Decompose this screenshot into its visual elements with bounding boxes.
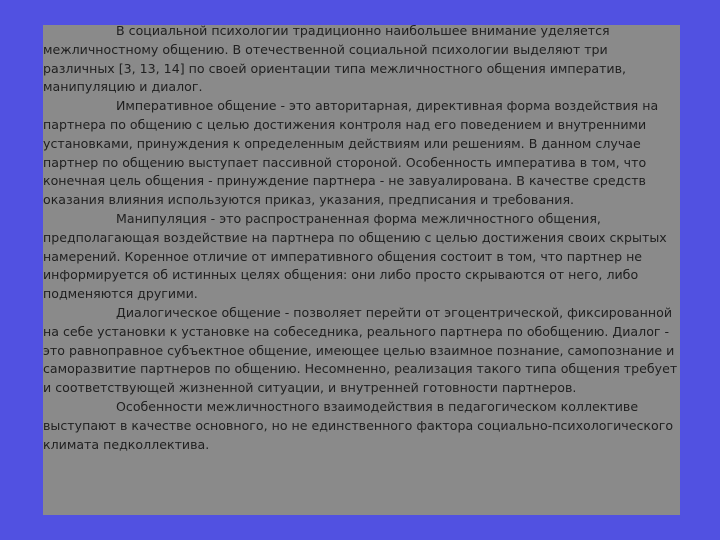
paragraph-collective: Особенности межличностного взаимодействия в педагогическом коллективе выступают в качестве основного, но не единственного фактора социально-психологического климата педколлектива. (43, 398, 674, 452)
paragraph-intro: В социальной психологии традиционно наибольшее внимание уделяется межличностному общению. В отечественной социальной психологии выделяют три различных [3, 13, 14] по своей ориентации типа межличностного общения императив, манипуляцию и диалог. (43, 23, 627, 95)
paragraph-dialogue: Диалогическое общение - позволяет перейти от эгоцентрической, фиксированной на себе установки к установке на собеседника, реального партнера по обобщению. Диалог - это равноправное субъектное общение, имеющее целью взаимное познание, самопознание и саморазвитие партнеров по общению. Несомненно, реализация такого типа общения требует и соответствующей жизненной ситуации, и внутренней готовности партнеров. (43, 304, 678, 396)
body-text (43, 22, 683, 454)
paragraph-imperative: Императивное общение - это авторитарная, директивная форма воздействия на партнера по общению с целью достижения контроля над его поведением и внутренними установками, принуждения к определенным действиям или решениям. В данном случае партнер по общению выступает пассивной стороной. Особенность императива в том, что конечная цель общения - принуждение партнера - не завуалирована. В качестве средств оказания влияния используются приказ, указания, предписания и требования. (43, 98, 659, 208)
paragraph-manipulation: Манипуляция - это распространенная форма межличностного общения, предполагающая воздействие на партнера по общению с целью достижения своих скрытых намерений. Коренное отличие от императивного общения состоит в том, что партнер не информируется об истинных целях общения: они либо просто скрываются от него, либо подменяются другими. (43, 210, 667, 302)
